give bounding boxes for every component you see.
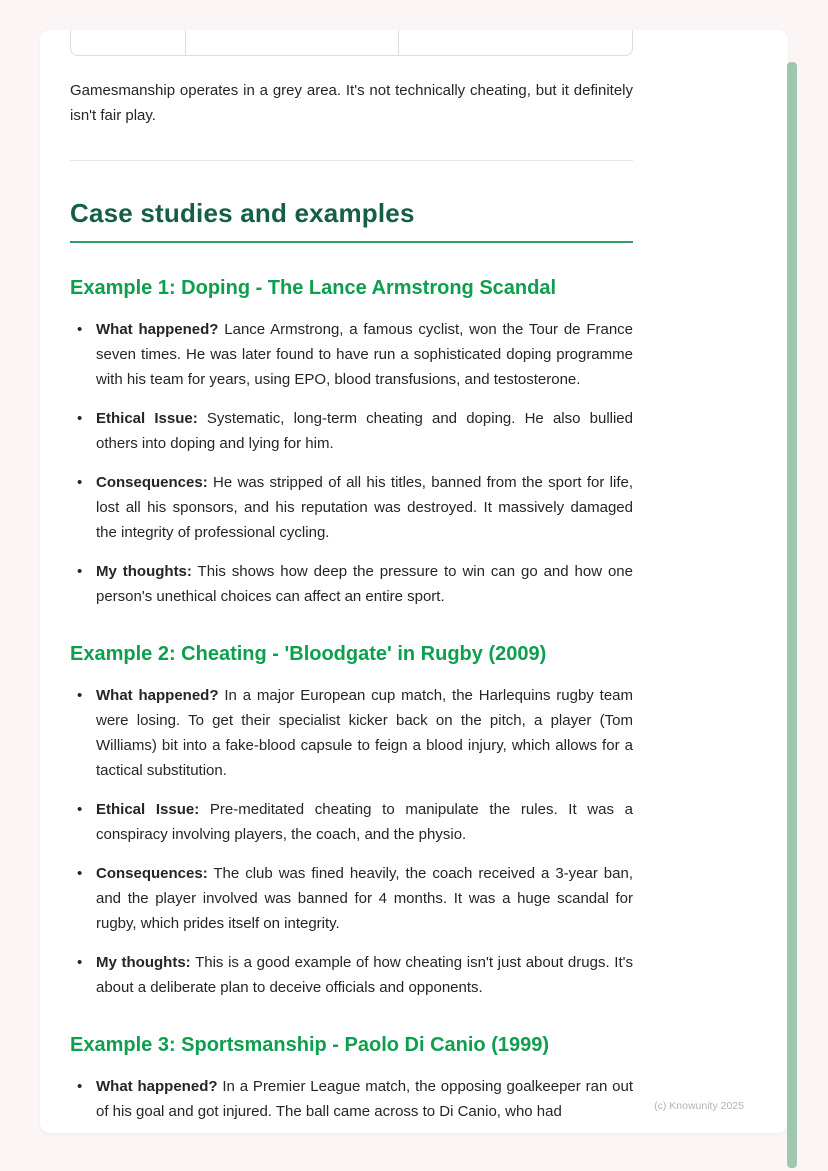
document-card [40, 30, 788, 1133]
table-cell [71, 30, 186, 55]
scroll-strip[interactable] [787, 62, 797, 1168]
example-bullets [70, 1074, 633, 1124]
table-remnant-cutoff [70, 30, 633, 56]
example-heading: Example 2: Cheating - 'Bloodgate' in Rugby (2009) [70, 643, 547, 665]
bullet-label: My thoughts: [96, 563, 192, 580]
bullet-label: Ethical Issue: [96, 410, 198, 427]
table-cell [399, 30, 632, 55]
bullet-item [70, 470, 633, 545]
bullet-item [70, 559, 633, 609]
bullet-item [70, 317, 633, 392]
bullet-label: Ethical Issue: [96, 801, 200, 818]
document-content [40, 30, 788, 1124]
bullet-text: He was stripped of all his titles, banned from the sport for life, lost all his sponsors, and his reputation was destroyed. It massively damaged the integrity of professional cycling. [96, 474, 633, 541]
intro-paragraph: Gamesmanship operates in a grey area. It's not technically cheating, but it definitely isn't fair play. [70, 82, 633, 124]
table-cell [186, 30, 399, 55]
bullet-text: The club was fined heavily, the coach received a 3-year ban, and the player involved was banned for 4 months. It was a huge scandal for rugby, which prides itself on integrity. [96, 865, 633, 932]
bullet-text: In a major European cup match, the Harlequins rugby team were losing. To get their specialist kicker back on the pitch, a player (Tom Williams) bit into a fake-blood capsule to feign a blood injury, which allows for a tactical substitution. [96, 687, 634, 779]
section-divider [70, 160, 633, 161]
bullet-text: Pre-meditated cheating to manipulate the rules. It was a conspiracy involving players, the coach, and the physio. [96, 801, 633, 843]
bullet-label: Consequences: [96, 474, 208, 491]
example-heading: Example 3: Sportsmanship - Paolo Di Canio (1999) [70, 1034, 550, 1056]
bullet-label: What happened? [96, 1078, 218, 1095]
bullet-label: My thoughts: [96, 954, 191, 971]
section-title: Case studies and examples [70, 197, 633, 243]
bullet-item [70, 950, 633, 1000]
example-bullets [70, 683, 633, 1000]
bullet-text: Systematic, long-term cheating and doping. He also bullied others into doping and lying for him. [96, 410, 633, 452]
bullet-label: Consequences: [96, 865, 208, 882]
bullet-label: What happened? [96, 321, 219, 338]
bullet-item [70, 683, 633, 783]
bullet-text: In a Premier League match, the opposing goalkeeper ran out of his goal and got injured. The ball came across to Di Canio, who had [96, 1078, 633, 1120]
bullet-item [70, 797, 633, 847]
bullet-text: Lance Armstrong, a famous cyclist, won the Tour de France seven times. He was later found to have run a sophisticated doping programme with his team for years, using EPO, blood transfusions, and testosterone. [96, 321, 634, 388]
examples [70, 275, 633, 1124]
bullet-item [70, 406, 633, 456]
bullet-label: What happened? [96, 687, 219, 704]
footer-copyright: (c) Knowunity 2025 [654, 1100, 744, 1112]
bullet-text: This shows how deep the pressure to win can go and how one person's unethical choices can affect an entire sport. [96, 563, 633, 605]
bullet-text: This is a good example of how cheating isn't just about drugs. It's about a deliberate plan to deceive officials and opponents. [96, 954, 633, 996]
example-bullets [70, 317, 633, 609]
bullet-item [70, 861, 633, 936]
example-heading: Example 1: Doping - The Lance Armstrong Scandal [70, 277, 557, 299]
bullet-item [70, 1074, 633, 1124]
